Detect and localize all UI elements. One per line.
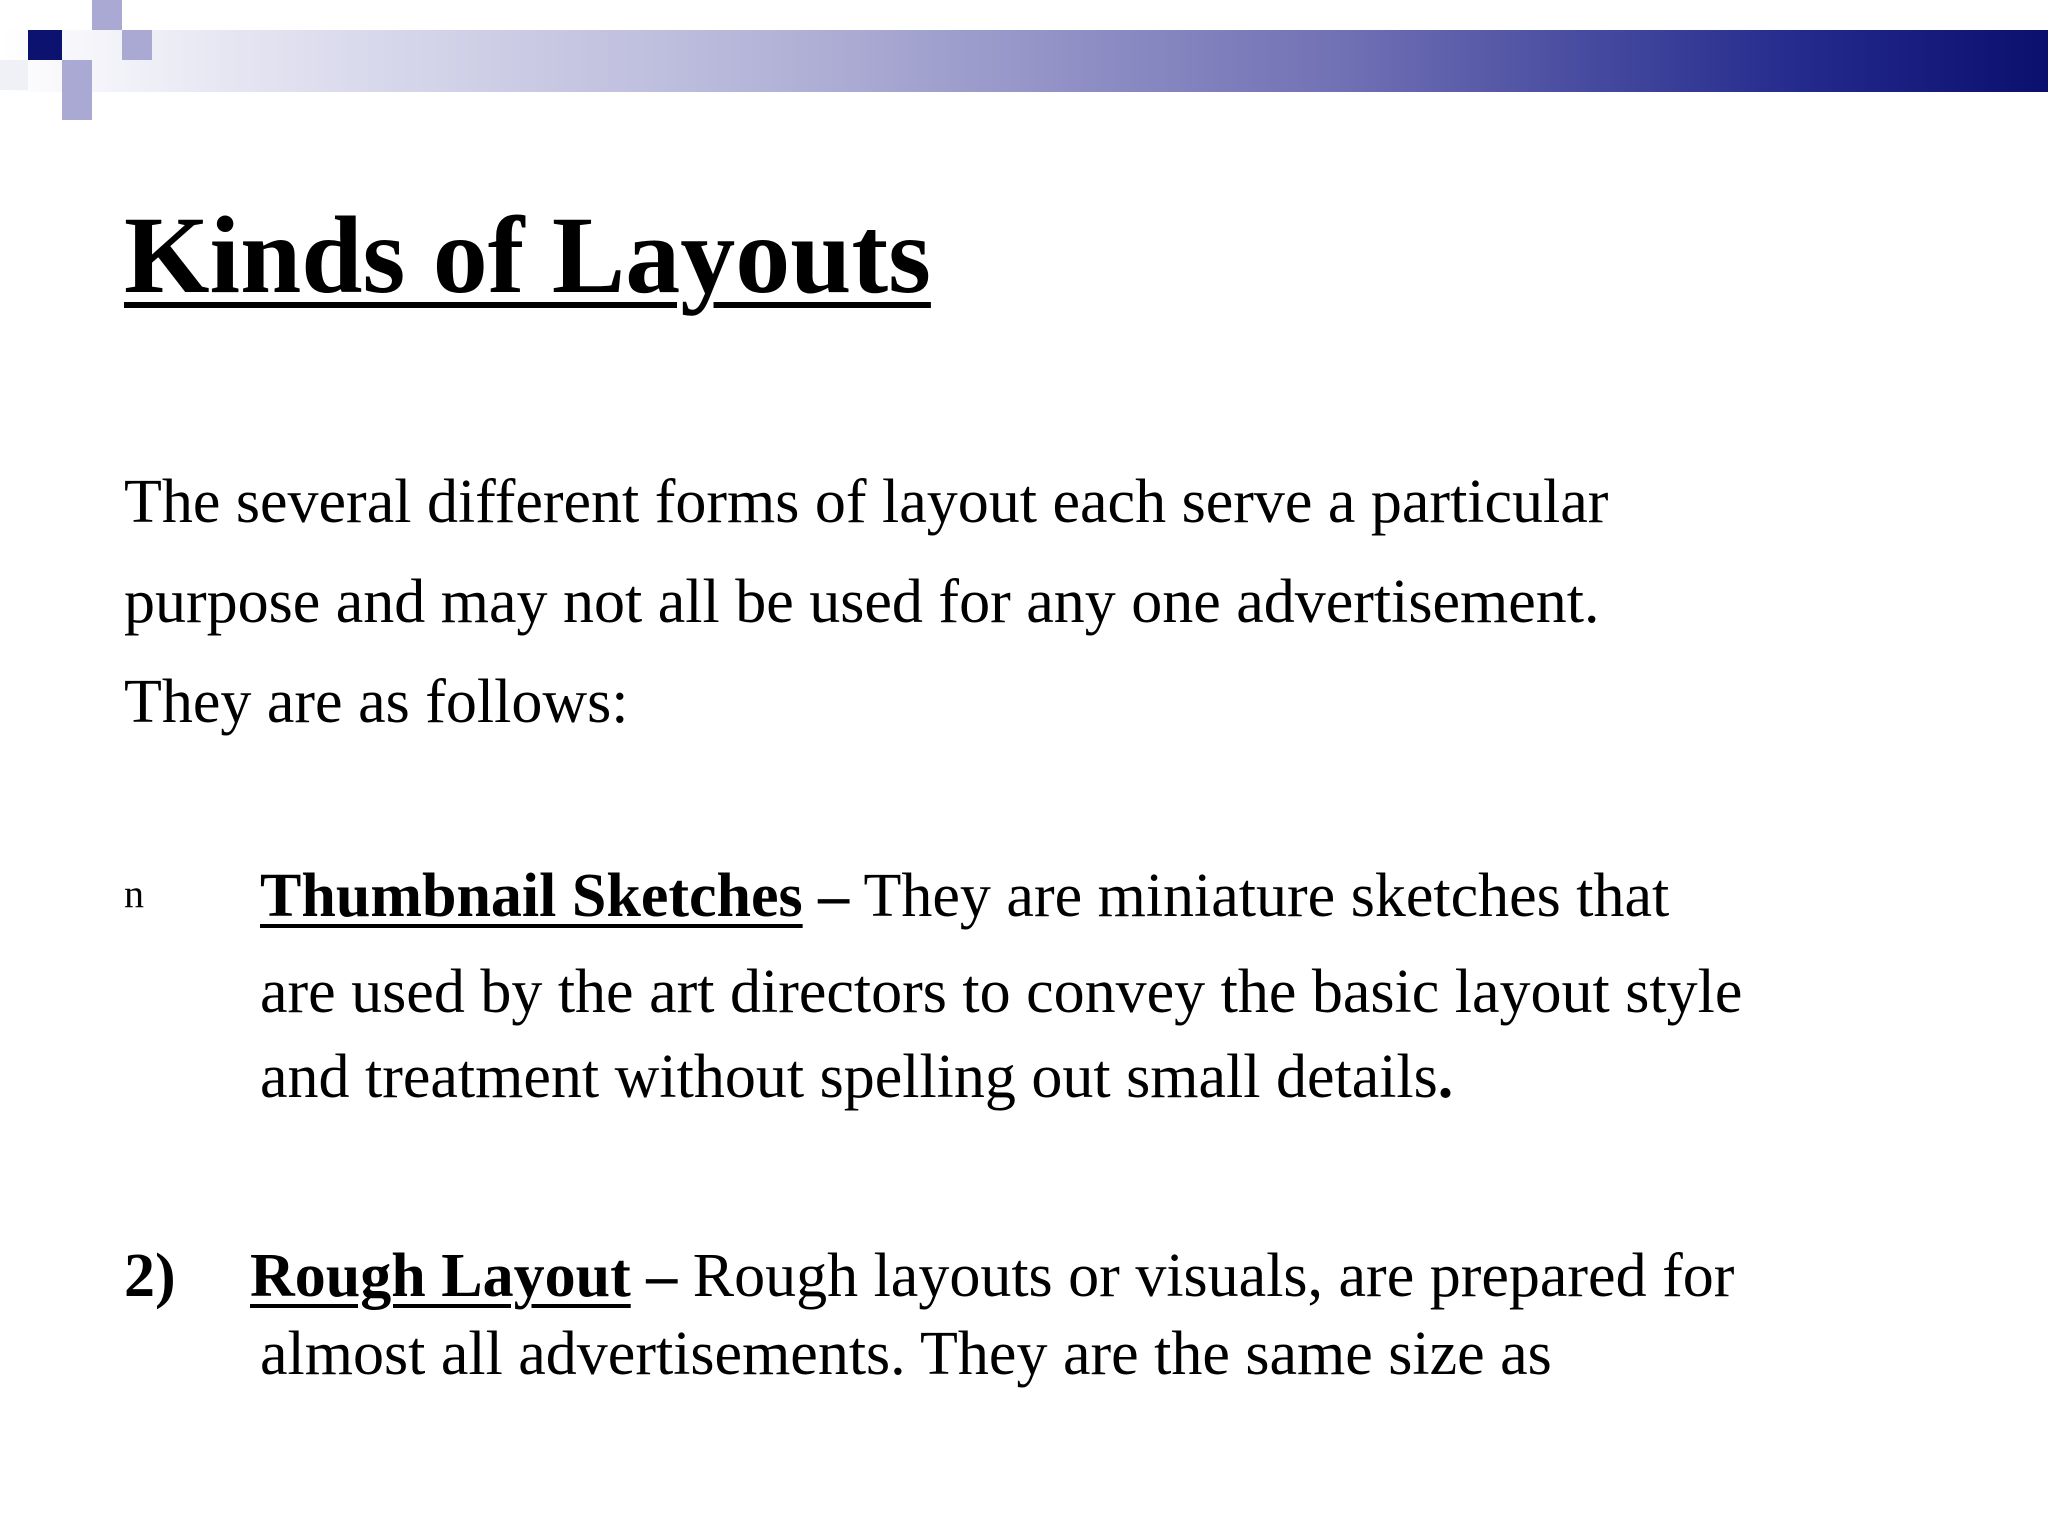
intro-line: They are as follows:: [124, 668, 629, 736]
header-square-pale: [0, 60, 28, 90]
header-square-dark: [28, 30, 62, 60]
end-mark: .: [1437, 1043, 1454, 1111]
intro-line: purpose and may not all be used for any one advertisement.: [124, 568, 1600, 636]
term-heading: Rough Layout: [250, 1242, 631, 1310]
list-item-body: [260, 846, 2020, 1116]
list-item-line: [260, 846, 2020, 946]
header-square-light: [92, 0, 122, 30]
intro-line: The several different forms of layout each serve a particular: [124, 468, 1609, 536]
list-item-line: are used by the art directors to convey the basic layout style: [260, 958, 1743, 1026]
term-heading: Thumbnail Sketches: [260, 862, 803, 930]
definition-text: and treatment without spelling out small details: [260, 1043, 1438, 1111]
header-square-light: [62, 60, 92, 90]
em-dash: –: [646, 1242, 678, 1310]
list-item-line: [260, 1038, 2020, 1116]
bullet-marker: n: [124, 871, 144, 916]
header-gradient-band: [0, 30, 2048, 92]
definition-text: Rough layouts or visuals, are prepared for: [677, 1242, 1735, 1310]
list-item-line: almost all advertisements. They are the same size as: [260, 1320, 1552, 1388]
slide-title: Kinds of Layouts: [124, 194, 931, 316]
em-dash: –: [818, 862, 850, 930]
definition-text: They are miniature sketches that: [849, 862, 1670, 930]
header-square-light: [122, 30, 152, 60]
list-number: 2): [124, 1242, 176, 1310]
header-square-light: [62, 90, 92, 120]
intro-paragraph: [124, 452, 1984, 752]
